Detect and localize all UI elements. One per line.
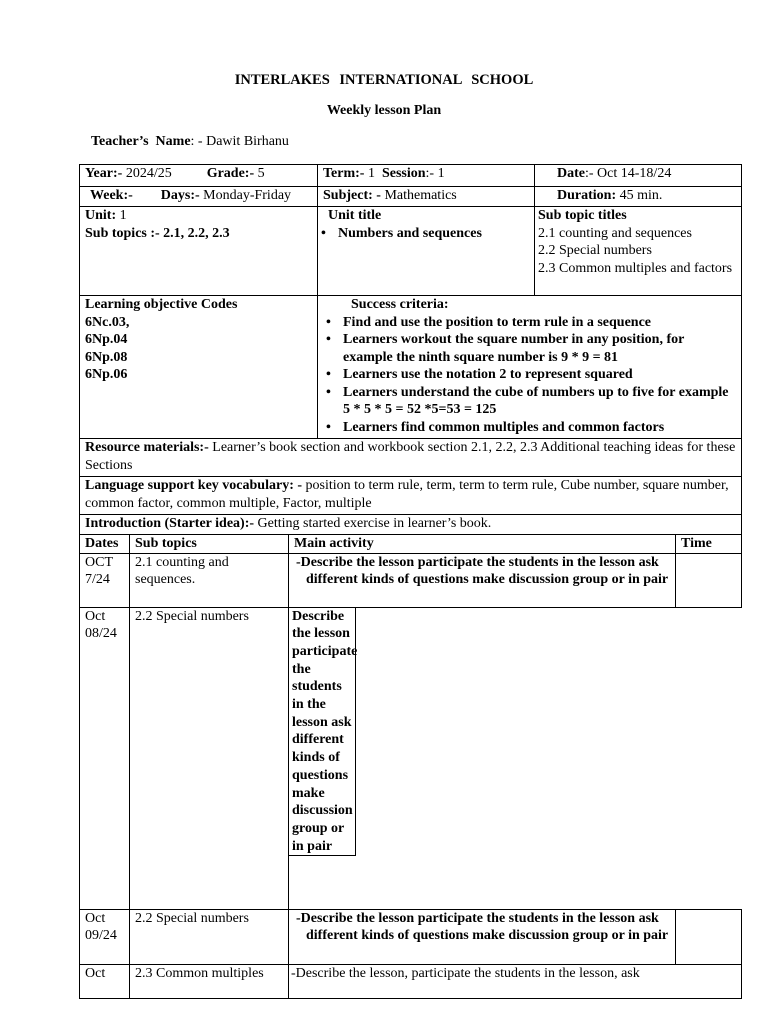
activity-cell: -Describe the lesson, participate the students in the lesson, ask xyxy=(289,964,742,998)
criterion-item: • Learners workout the square number in any position, for example the ninth square number is 9 * 9 = 81 xyxy=(323,331,736,366)
success-criteria-cell xyxy=(318,296,742,439)
vocabulary-cell: Language support key vocabulary: - position to term rule, term, term to term rule, Cube number, square number, common factor, common multiple, Factor, multiple xyxy=(80,477,742,515)
criterion-item: • Learners find common multiples and common factors xyxy=(323,419,736,437)
activity-header: Main activity xyxy=(289,535,676,554)
lesson-info-table xyxy=(79,164,742,535)
criterion-item: • Find and use the position to term rule in a sequence xyxy=(323,314,736,332)
days-value: Monday-Friday xyxy=(199,188,292,203)
subtopic-title: 2.2 Special numbers xyxy=(538,243,652,258)
unit-title-cell xyxy=(318,207,535,296)
date-cell: Date:- Oct 14-18/24 xyxy=(535,165,742,187)
duration-value: 45 min. xyxy=(616,188,663,203)
objective-code: 6Np.04 xyxy=(85,332,128,347)
time-cell xyxy=(676,909,742,964)
objective-code: 6Np.06 xyxy=(85,367,128,382)
objective-code: 6Np.08 xyxy=(85,349,128,365)
unit-cell: Unit: 1 Sub topics :- 2.1, 2.2, 2.3 xyxy=(80,207,318,296)
activity-cell: -Describe the lesson participate the students in the lesson ask different kinds of questions make discussion group or in pair xyxy=(289,553,676,607)
unit-title-value: • Numbers and sequences xyxy=(318,225,529,243)
year-grade-cell: Year:- 2024/25 Grade:- 5 xyxy=(80,165,318,187)
introduction-text: Getting started exercise in learner’s book. xyxy=(254,516,492,531)
objective-codes-cell xyxy=(80,296,318,439)
duration-cell: Duration: 45 min. xyxy=(535,187,742,207)
introduction-cell: Introduction (Starter idea):- Getting started exercise in learner’s book. xyxy=(80,515,742,535)
schedule-table xyxy=(79,534,742,999)
subtopic-cell: 2.2 Special numbers xyxy=(130,909,289,964)
date-cell: Oct xyxy=(80,964,130,998)
date-value: :- Oct 14-18/24 xyxy=(585,166,672,181)
grade-value: 5 xyxy=(254,166,265,181)
subject-value: Mathematics xyxy=(380,188,457,203)
resources-cell: Resource materials:- Learner’s book section and workbook section 2.1, 2.2, 2.3 Additional teaching ideas for these Sections xyxy=(80,439,742,477)
success-label: Success criteria: xyxy=(351,297,449,312)
subtopic-title: 2.1 counting and sequences xyxy=(538,225,692,241)
table-row xyxy=(80,909,742,964)
teacher-name: : - Dawit Birhanu xyxy=(190,134,289,149)
table-row xyxy=(80,964,742,998)
activity-cell: -Describe the lesson participate the students in the lesson ask different kinds of questions make discussion group or in pair xyxy=(289,909,676,964)
week-days-cell: Week:- Days:- Monday-Friday xyxy=(80,187,318,207)
time-cell xyxy=(676,553,742,607)
subtopic-titles-cell xyxy=(535,207,742,296)
activity-cell xyxy=(289,607,742,909)
unit-title-label: Unit title xyxy=(328,208,382,223)
date-cell: Oct 08/24 xyxy=(80,607,130,909)
subject-cell: Subject: - Mathematics xyxy=(318,187,535,207)
subtopic-cell: 2.1 counting and sequences. xyxy=(130,553,289,607)
subtopic-titles-label: Sub topic titles xyxy=(538,208,627,223)
subtopics-line: Sub topics :- 2.1, 2.2, 2.3 xyxy=(85,225,230,241)
teacher-line xyxy=(91,134,289,150)
date-cell: Oct 09/24 xyxy=(80,909,130,964)
table-row xyxy=(80,553,742,607)
date-cell: OCT 7/24 xyxy=(80,553,130,607)
term-session-cell: Term:- 1 Session:- 1 xyxy=(318,165,535,187)
schedule-header-row xyxy=(80,535,742,554)
session-value: :- 1 xyxy=(425,166,445,181)
codes-label: Learning objective Codes xyxy=(85,297,238,312)
subtopic-title: 2.3 Common multiples and factors xyxy=(538,260,733,276)
school-name: INTERLAKES INTERNATIONAL SCHOOL xyxy=(234,72,534,88)
plan-title: Weekly lesson Plan xyxy=(326,103,442,118)
term-value: 1 xyxy=(364,166,375,181)
subtopics-header: Sub topics xyxy=(130,535,289,554)
table-row xyxy=(80,607,742,909)
activity-text: Describe the lesson participate the students in the lesson ask different kinds of questions make discussion group or in pair xyxy=(289,607,357,856)
criterion-item: • Learners understand the cube of numbers up to five for example 5 * 5 * 5 = 52 *5=53 = 125 xyxy=(323,384,736,419)
objective-code: 6Nc.03, xyxy=(85,314,130,330)
vocabulary-text: position to term rule, term, term to term rule, Cube number, square number, common factor, common multiple, Factor, multiple xyxy=(85,478,729,511)
subtopic-cell: 2.3 Common multiples xyxy=(130,964,289,998)
subtopic-cell: 2.2 Special numbers xyxy=(130,607,289,909)
year-value: 2024/25 xyxy=(122,166,172,181)
criterion-item: • Learners use the notation 2 to represent squared xyxy=(323,366,736,384)
dates-header: Dates xyxy=(80,535,130,554)
teacher-label: Teacher’s xyxy=(91,134,149,149)
unit-value: 1 xyxy=(116,208,127,223)
time-header: Time xyxy=(676,535,742,554)
resources-text: Learner’s book section and workbook section 2.1, 2.2, 2.3 Additional teaching ideas for these Sections xyxy=(85,440,736,473)
name-label: Name xyxy=(155,134,191,149)
